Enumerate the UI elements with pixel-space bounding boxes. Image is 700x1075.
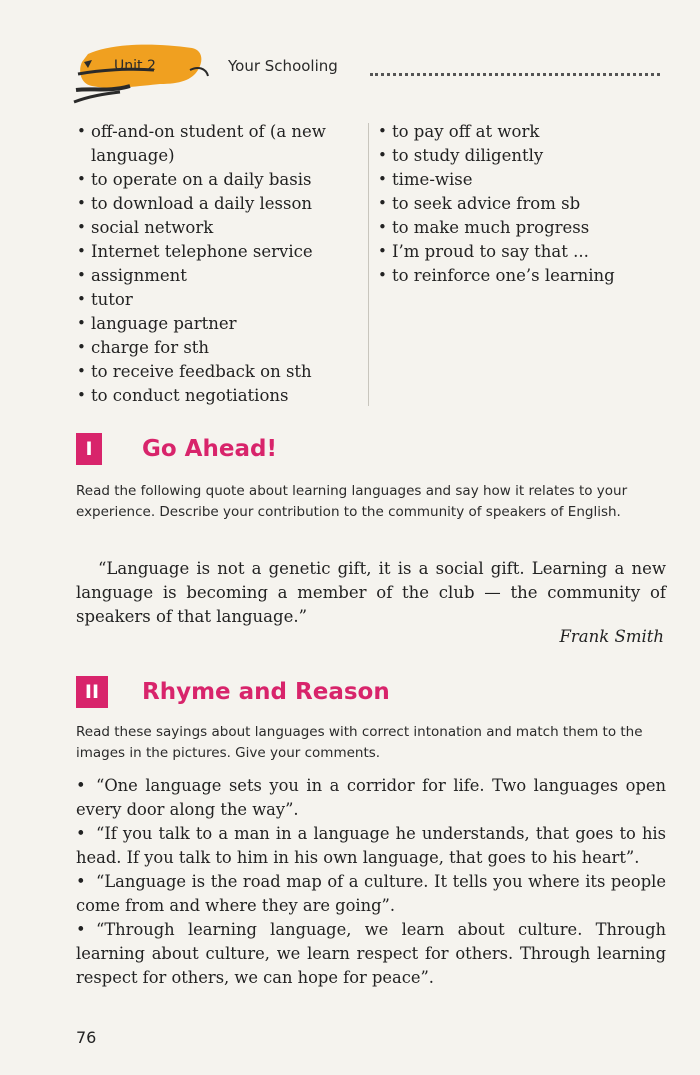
section-title: Go Ahead! [142, 436, 277, 462]
vocab-item: • charge for sth [77, 336, 362, 360]
vocab-item: • off-and-on student of (a new language) [77, 120, 362, 168]
vocabulary-left-column [77, 120, 362, 408]
column-divider [368, 123, 369, 406]
vocab-item: • to conduct negotiations [77, 384, 362, 408]
quote-author: Frank Smith [559, 627, 664, 646]
vocab-item: • to download a daily lesson [77, 192, 362, 216]
unit-badge [70, 40, 220, 102]
section-number-badge: II [76, 676, 108, 708]
section-instruction: Read the following quote about learning languages and say how it relates to your experience. Describe your contribution to the community of speakers of English. [76, 483, 628, 520]
quote-text: “Language is not a genetic gift, it is a social gift. Learning a new language is becoming a member of the club — the community of speakers of that language.” [76, 559, 666, 626]
section-title: Rhyme and Reason [142, 679, 390, 705]
vocab-item: • to receive feedback on sth [77, 360, 362, 384]
vocab-item: • time-wise [378, 168, 668, 192]
section-go-ahead [76, 433, 666, 653]
section-rhyme-and-reason [76, 676, 666, 1026]
vocab-item: • assignment [77, 264, 362, 288]
vocab-item: • tutor [77, 288, 362, 312]
saying-item: • “One language sets you in a corridor for life. Two languages open every door along the way”. [76, 776, 666, 819]
vocab-item: • to seek advice from sb [378, 192, 668, 216]
vocab-item: • to reinforce one’s learning [378, 264, 668, 288]
saying-item: • “If you talk to a man in a language he understands, that goes to his head. If you talk to him in his own language, that goes to his heart”. [76, 824, 666, 867]
saying-item: • “Language is the road map of a culture. It tells you where its people come from and where they are going”. [76, 872, 666, 915]
page-header [70, 40, 670, 100]
vocab-item: • social network [77, 216, 362, 240]
section-instruction: Read these sayings about languages with correct intonation and match them to the images in the pictures. Give your comments. [76, 724, 643, 761]
vocab-item: • I’m proud to say that ... [378, 240, 668, 264]
section-number-badge: I [76, 433, 102, 465]
vocab-item: • to make much progress [378, 216, 668, 240]
vocab-item: • to pay off at work [378, 120, 668, 144]
saying-item: • “Through learning language, we learn about culture. Through learning about culture, we learn respect for others. Through learning respect for others, we can hope for peace”. [76, 920, 666, 987]
vocabulary-right-column [378, 120, 668, 288]
header-dotted-line [370, 59, 660, 76]
page-number: 76 [76, 1028, 97, 1047]
sayings-list [76, 774, 666, 990]
header-title: Your Schooling [228, 57, 338, 75]
vocab-item: • to study diligently [378, 144, 668, 168]
vocab-item: • Internet telephone service [77, 240, 362, 264]
unit-label: Unit 2 [114, 58, 156, 74]
vocab-item: • language partner [77, 312, 362, 336]
vocab-item: • to operate on a daily basis [77, 168, 362, 192]
